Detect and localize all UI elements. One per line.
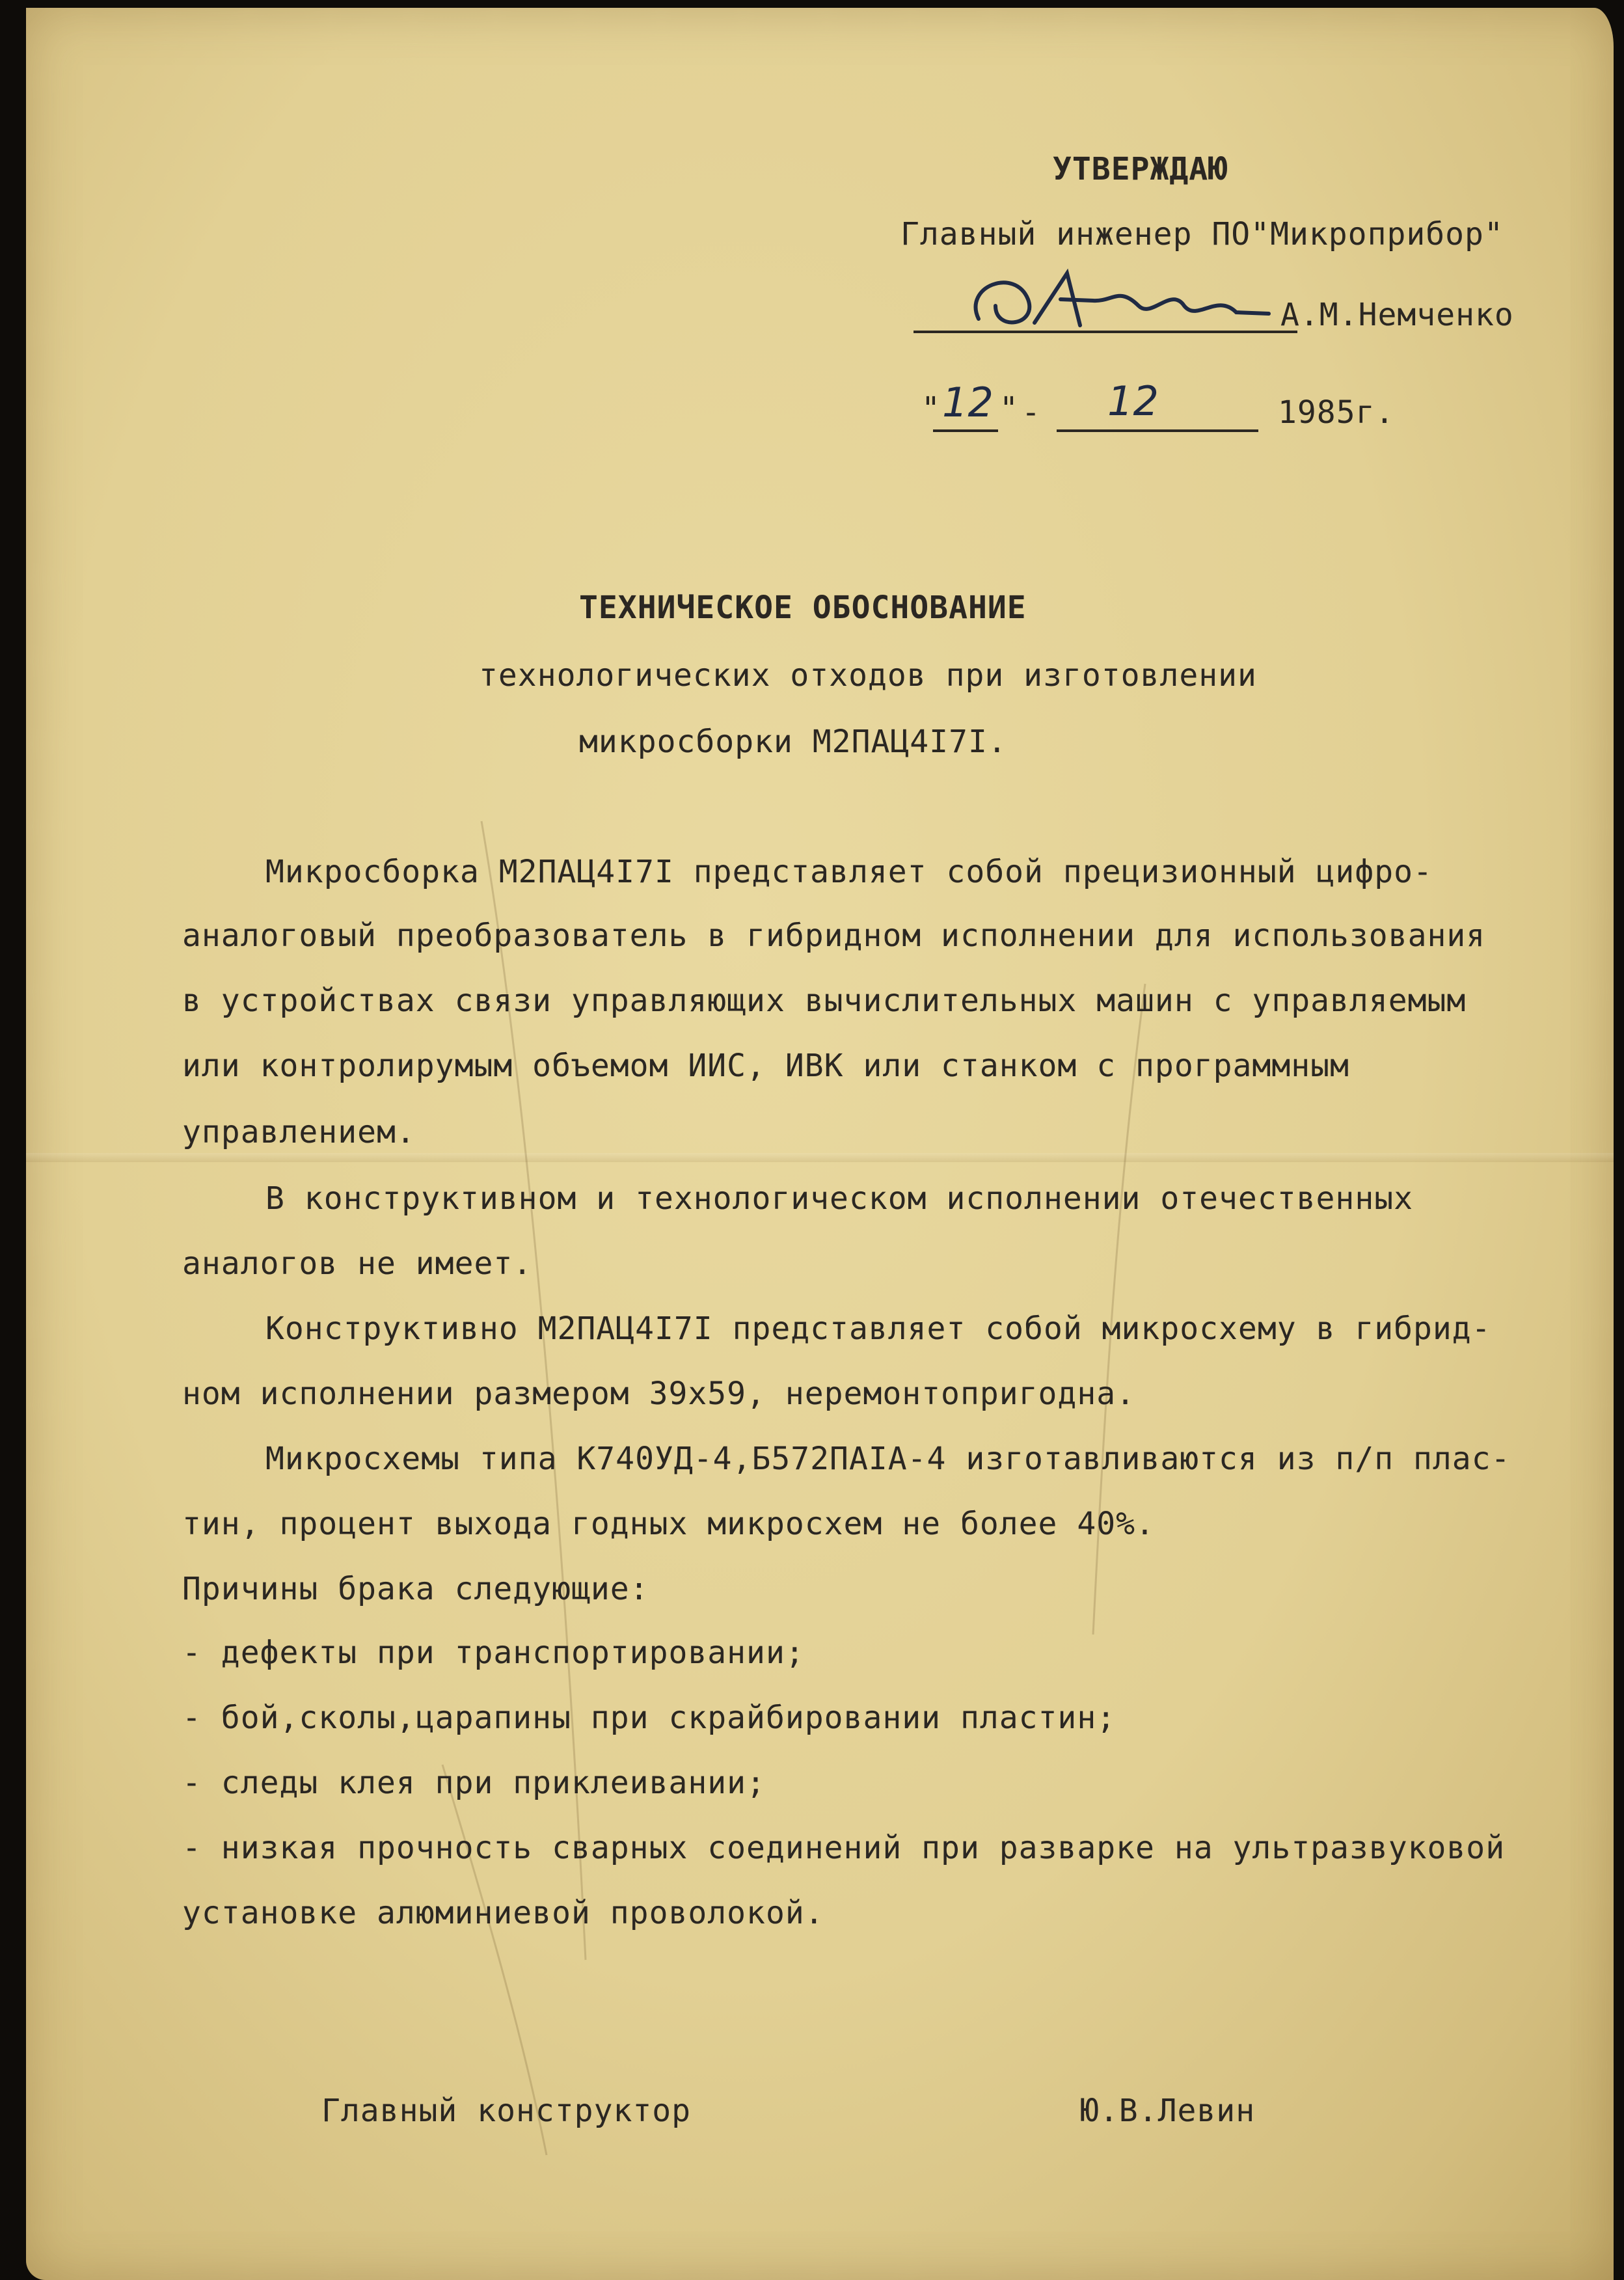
list-item: - бой,сколы,царапины при скрайбировании пластин; <box>182 1700 1116 1736</box>
approval-heading: УТВЕРЖДАЮ <box>1053 151 1228 187</box>
list-item: - низкая прочность сварных соединений при разварке на ультразвуковой <box>182 1830 1506 1866</box>
body-line: управлением. <box>182 1114 416 1150</box>
body-line: аналогов не имеет. <box>182 1245 533 1282</box>
body-line: или контролирумым объемом ИИС, ИВК или станком с программным <box>182 1048 1349 1084</box>
date-day-line <box>933 429 998 432</box>
document-title: ТЕХНИЧЕСКОЕ ОБОСНОВАНИЕ <box>579 590 1027 626</box>
date-open-quote: " <box>921 390 941 427</box>
body-line: тин, процент выхода годных микросхем не более 40%. <box>182 1506 1155 1542</box>
approval-name: А.М.Немченко <box>1280 297 1514 333</box>
list-item: - следы клея при приклеивании; <box>182 1765 766 1801</box>
signature-position: Главный конструктор <box>321 2093 692 2129</box>
date-month-line <box>1057 429 1258 432</box>
date-year: 1985г. <box>1278 394 1395 431</box>
approval-signature <box>956 260 1295 364</box>
body-line: В конструктивном и технологическом исполнении отечественных <box>265 1180 1414 1217</box>
body-line: Конструктивно М2ПАЦ4I7I представляет собой микросхему в гибрид- <box>265 1310 1491 1347</box>
document-subtitle-product: микросборки М2ПАЦ4I7I. <box>579 724 1007 760</box>
date-dash: - <box>1022 394 1041 431</box>
body-line: аналоговый преобразователь в гибридном исполнении для использования <box>182 917 1486 954</box>
body-line: в устройствах связи управляющих вычислительных машин с управляемым <box>182 983 1467 1019</box>
approval-position: Главный инженер ПО"Микроприбор" <box>900 216 1504 252</box>
date-month: 12 <box>1107 377 1159 425</box>
body-line: Причины брака следующие: <box>182 1571 649 1607</box>
approval-signature-line <box>914 331 1297 333</box>
list-item: установке алюминиевой проволокой. <box>182 1895 824 1931</box>
date-close-quote: " <box>999 390 1019 427</box>
body-line: ном исполнении размером 39х59, неремонтопригодна. <box>182 1376 1136 1412</box>
body-line: Микросхемы типа К740УД-4,Б572ПАIА-4 изготавливаются из п/п плас- <box>265 1441 1511 1477</box>
date-day: 12 <box>942 379 994 426</box>
document-subtitle: технологических отходов при изготовлении <box>479 657 1257 694</box>
signature-name: Ю.В.Левин <box>1080 2093 1256 2129</box>
body-line: Микросборка М2ПАЦ4I7I представляет собой прецизионный цифро- <box>265 854 1433 890</box>
list-item: - дефекты при транспортировании; <box>182 1635 805 1671</box>
